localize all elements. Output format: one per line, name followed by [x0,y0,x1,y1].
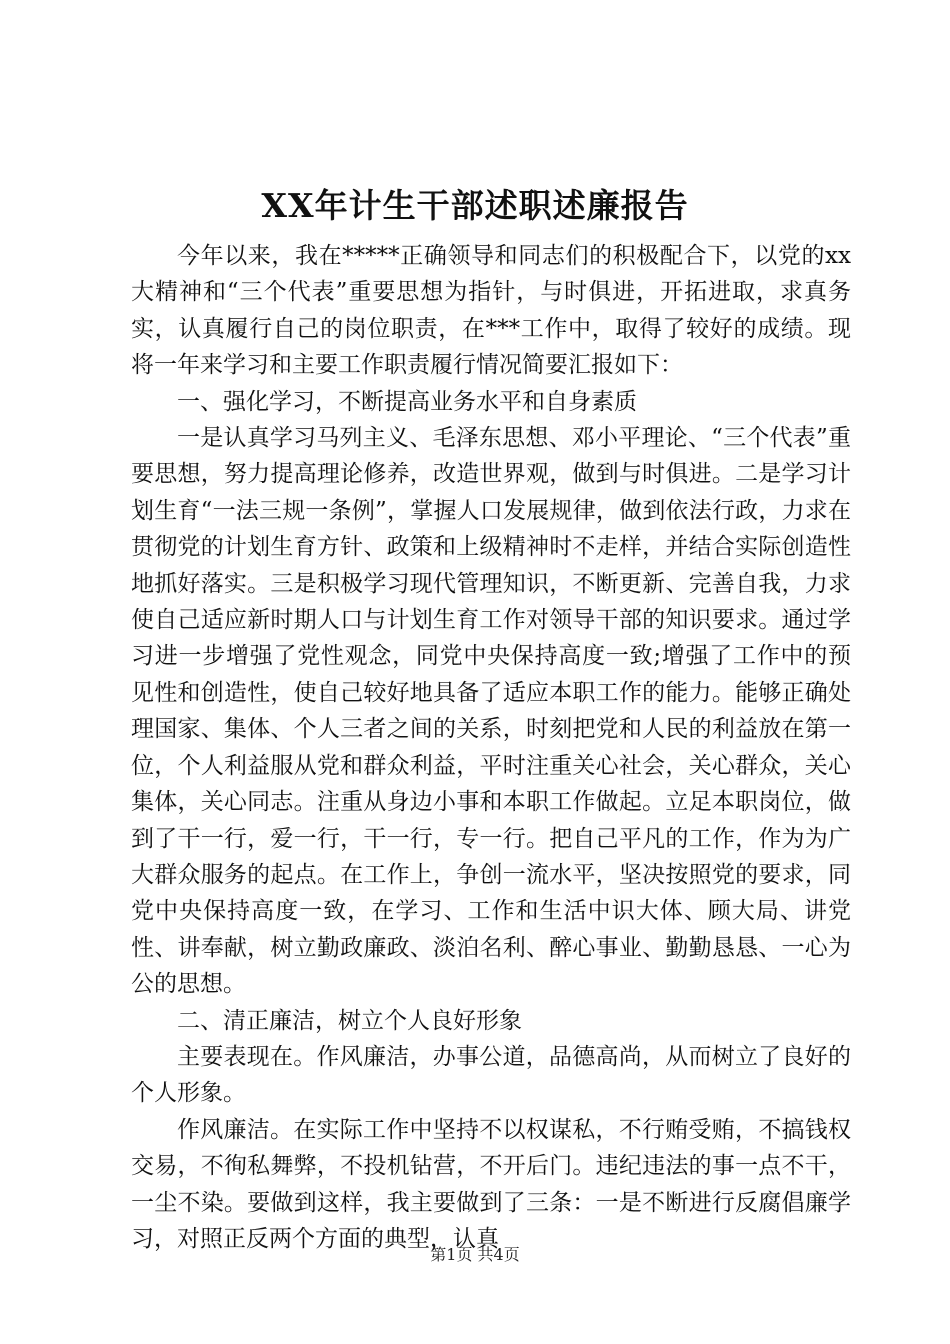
page-indicator: 第1页 共4页 [430,1245,520,1264]
body-paragraph: 一是认真学习马列主义、毛泽东思想、邓小平理论、“三个代表”重要思想，努力提高理论修养，改造世界观，做到与时俱进。二是学习计划生育“一法三规一条例”，掌握人口发展规律，做到依法行政，力求在贯彻党的计划生育方针、政策和上级精神时不走样，并结合实际创造性地抓好落实。三是积极学习现代管理知识，不断更新、完善自我，力求使自己适应新时期人口与计划生育工作对领导干部的知识要求。通过学习进一步增强了党性观念，同党中央保持高度一致;增强了工作中的预见性和创造性，使自己较好地具备了适应本职工作的能力。能够正确处理国家、集体、个人三者之间的关系，时刻把党和人民的利益放在第一位，个人利益服从党和群众利益，平时注重关心社会，关心群众，关心集体，关心同志。注重从身边小事和本职工作做起。立足本职岗位，做到了干一行，爱一行，干一行，专一行。把自己平凡的工作，作为为广大群众服务的起点。在工作上，争创一流水平，坚决按照党的要求，同党中央保持高度一致，在学习、工作和生活中识大体、顾大局、讲党性、讲奉献，树立勤政廉政、淡泊名利、醉心事业、勤勤恳恳、一心为公的思想。 [131,425,851,998]
intro-paragraph: 今年以来，我在*****正确领导和同志们的积极配合下，以党的xx大精神和“三个代表”重要思想为指针，与时俱进，开拓进取，求真务实，认真履行自己的岗位职责，在***工作中，取得了较好的成绩。现将一年来学习和主要工作职责履行情况简要汇报如下： [131,243,851,379]
body-paragraph: 主要表现在。作风廉洁，办事公道，品德高尚，从而树立了良好的个人形象。 [131,1043,851,1107]
body-paragraph: 作风廉洁。在实际工作中坚持不以权谋私，不行贿受贿，不搞钱权交易，不徇私舞弊，不投机钻营，不开后门。违纪违法的事一点不干，一尘不染。要做到这样，我主要做到了三条：一是不断进行反腐倡廉学习，对照正反两个方面的典型，认真 [131,1116,851,1252]
section-heading-2: 二、清正廉洁，树立个人良好形象 [177,1007,522,1034]
page-footer [0,1244,950,1266]
document-body [131,238,851,1257]
document-title: XX年计生干部述职述廉报告 [261,186,689,225]
section-heading-1: 一、强化学习，不断提高业务水平和自身素质 [177,388,637,415]
